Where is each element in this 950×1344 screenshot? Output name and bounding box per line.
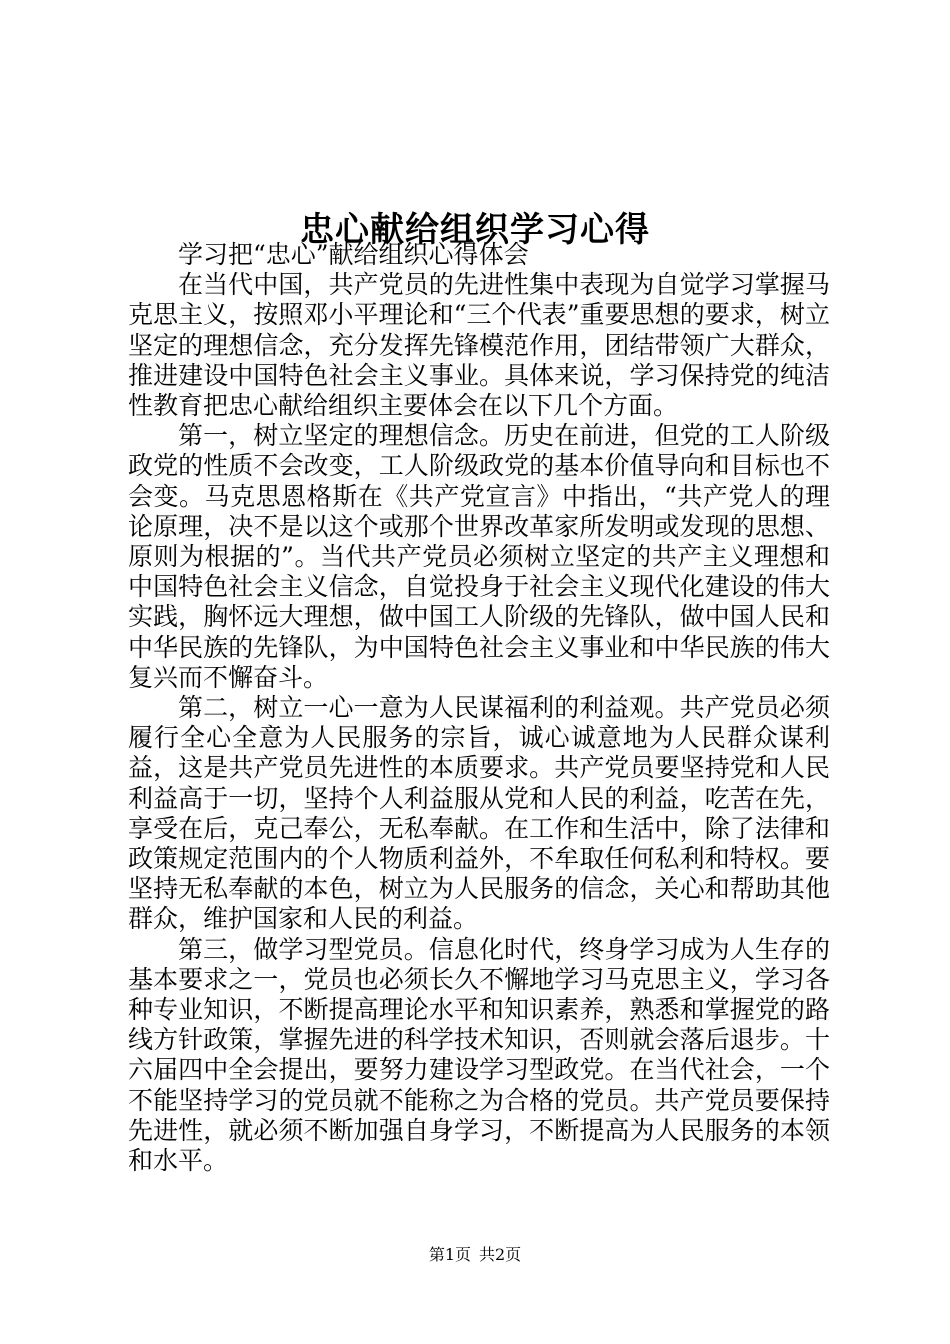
document-subtitle: 学习把“忠心”献给组织心得体会 (178, 240, 529, 269)
paragraph-third-point: 第三，做学习型党员。信息化时代，终身学习成为人生存的基本要求之一，党员也必须长久不懈地学习马克思主义，学习各种专业知识，不断提高理论水平和知识素养，熟悉和掌握党的路线方针政策，掌握先进的科学技术知识，否则就会落后退步。十六届四中全会提出，要努力建设学习型政党。在当代社会，一个不能坚持学习的党员就不能称之为合格的党员。共产党员要保持先进性，就必须不断加强自身学习，不断提高为人民服务的本领和水平。 (128, 934, 830, 1176)
document-body (128, 240, 830, 1176)
paragraph-intro: 在当代中国，共产党员的先进性集中表现为自觉学习掌握马克思主义，按照邓小平理论和“三个代表”重要思想的要求，树立坚定的理想信念，充分发挥先锋模范作用，团结带领广大群众，推进建设中国特色社会主义事业。具体来说，学习保持党的纯洁性教育把忠心献给组织主要体会在以下几个方面。 (128, 270, 830, 421)
paragraph-second-point: 第二，树立一心一意为人民谋福利的利益观。共产党员必须履行全心全意为人民服务的宗旨，诚心诚意地为人民群众谋利益，这是共产党员先进性的本质要求。共产党员要坚持党和人民利益高于一切，坚持个人利益服从党和人民的利益，吃苦在先，享受在后，克己奉公，无私奉献。在工作和生活中，除了法律和政策规定范围内的个人物质利益外，不牟取任何私利和特权。要坚持无私奉献的本色，树立为人民服务的信念，关心和帮助其他群众，维护国家和人民的利益。 (128, 693, 830, 934)
page-footer (0, 1244, 950, 1266)
paragraph-first-point: 第一，树立坚定的理想信念。历史在前进，但党的工人阶级政党的性质不会改变，工人阶级政党的基本价值导向和目标也不会变。马克思恩格斯在《共产党宣言》中指出，“共产党人的理论原理，决不是以这个或那个世界改革家所发明或发现的思想、原则为根据的”。当代共产党员必须树立坚定的共产主义理想和中国特色社会主义信念，自觉投身于社会主义现代化建设的伟大实践，胸怀远大理想，做中国工人阶级的先锋队，做中国人民和中华民族的先锋队，为中国特色社会主义事业和中华民族的伟大复兴而不懈奋斗。 (128, 421, 830, 692)
page-total: 共2页 (479, 1245, 522, 1264)
page-number: 第1页 (428, 1245, 471, 1264)
document-title: 忠心献给组织学习心得 (300, 209, 650, 250)
